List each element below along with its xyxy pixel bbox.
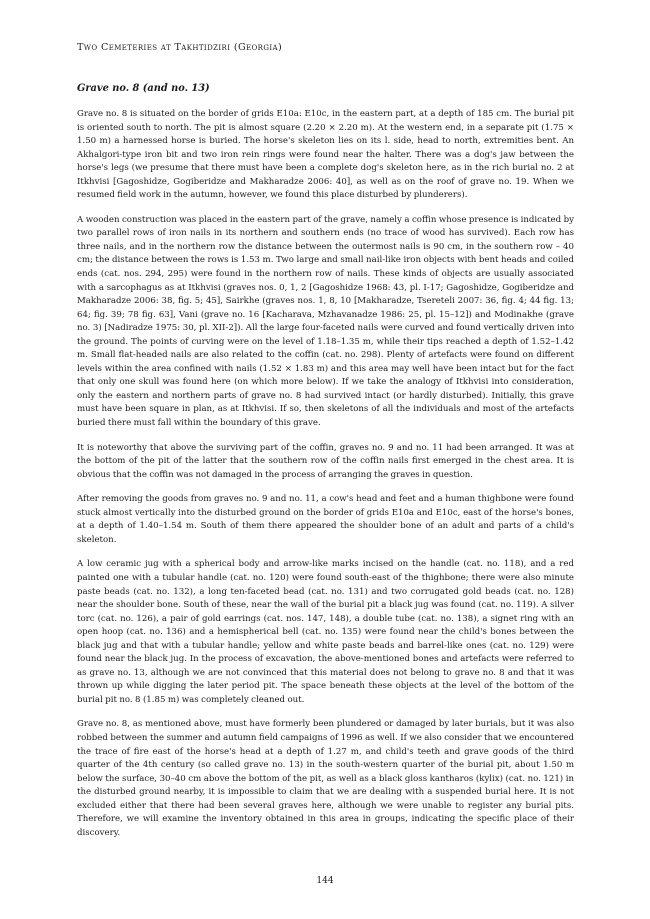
paragraph-4: After removing the goods from graves no. 9 and no. 11, a cow's head and feet and a human thighbone were found stuck almost vertically into the disturbed ground on the border of grids E10a and E10c, east of the horse's bones, at a depth of 1.40–1.54 m. South of them there appeared the shoulder bone of an adult and parts of a child's skeleton.	[77, 494, 574, 545]
paragraph-3: It is noteworthy that above the surviving part of the coffin, graves no. 9 and no. 11 had been arranged. It was at the bottom of the pit of the latter that the southern row of the coffin nails first emerged in the chest area. It is obvious that the coffin was not damaged in the process of arranging the graves in question.	[77, 442, 574, 480]
paragraph-5: A low ceramic jug with a spherical body and arrow-like marks incised on the handle (cat. no. 118), and a red painted one with a tubular handle (cat. no. 120) were found south-east of the thighbone; there were also minute paste beads (cat. no. 132), a long ten-faceted bead (cat. no. 131) and two corrugated gold beads (cat. no. 128) near the shoulder bone. South of these, near the wall of the burial pit a black jug was found (cat. no. 119). A silver torc (cat. no. 126), a pair of gold earrings (cat. nos. 147, 148), a double tube (cat. no. 138), a signet ring with an open hoop (cat. no. 136) and a hemispherical bell (cat. no. 135) were found near the child's bones between the black jug and that with a tubular handle; yellow and white paste beads and barrel-like ones (cat. no. 129) were found near the black jug. In the process of excavation, the above-mentioned bones and artefacts were referred to as grave no. 13, although we are not convinced that this material does not belong to grave no. 8 and that it was thrown up while digging the later period pit. The space beneath these objects at the level of the bottom of the burial pit no. 8 (1.85 m) was completely cleaned out.	[77, 559, 574, 705]
section-title: Grave no. 8 (and no. 13)	[77, 83, 210, 94]
page-number: 144	[316, 876, 334, 886]
paragraph-6: Grave no. 8, as mentioned above, must have formerly been plundered or damaged by later burials, but it was also robbed between the summer and autumn field campaigns of 1996 as well. If we also consider that we encountered the trace of fire east of the horse's head at a depth of 1.27 m, and child's teeth and grave goods of the third quarter of the 4th century (so called grave no. 13) in the south-western quarter of the burial pit, about 1.50 m below the surface, 30–40 cm above the bottom of the pit, as well as a black gloss kantharos (kylix) (cat. no. 121) in the disturbed ground nearby, it is impossible to claim that we are dealing with a suspended burial here. It is not excluded either that there had been several graves here, although we were unable to register any burial pits. Therefore, we will examine the inventory obtained in this area in groups, indicating the specific place of their discovery.	[77, 719, 574, 838]
running-head: Two Cemeteries at Takhtidziri (Georgia)	[77, 42, 283, 53]
paragraph-2: A wooden construction was placed in the eastern part of the grave, namely a coffin whose presence is indicated by two parallel rows of iron nails in its northern and southern ends (no trace of wood has survived). Each row has three nails, and in the northern row the distance between the outermost nails is 90 cm, in the southern row – 40 cm; the distance between the rows is 1.53 m. Two large and small nail-like iron objects with bent heads and coiled ends (cat. nos. 294, 295) were found in the northern row of nails. These kinds of objects are usually associated with a sarcophagus as at Itkhvisi (graves nos. 0, 1, 2 [Gagoshidze 1968: 43, pl. I-17; Gagoshidze, Gogiberidze and Makharadze 2006: 38, fig. 5; 45], Sairkhe (graves nos. 1, 8, 10 [Makharadze, Tsereteli 2007: 36, fig. 4; 44 fig. 13; 64; fig. 39; 78 fig. 63], Vani (grave no. 16 [Kacharava, Mzhavanadze 1986: 25, pl. 15–12]) and Modinakhe (grave no. 3) [Nadiradze 1975: 30, pl. XII-2]). All the large four-faceted nails were curved and found vertically driven into the ground. The points of curving were on the level of 1.18–1.35 m, while their tips reached a depth of 1.52–1.42 m. Small flat-headed nails are also related to the coffin (cat. no. 298). Plenty of artefacts were found on different levels within the area confined with nails (1.52 × 1.83 m) and this area may well have been intact but for the fact that only one skull was found here (on which more below). If we take the analogy of Itkhvisi into consideration, only the eastern and northern parts of grave no. 8 had survived intact (or hardly disturbed). Initially, this grave must have been square in plan, as at Itkhvisi. If so, then skeletons of all the individuals and most of the artefacts buried there must fall within the boundary of this grave.	[77, 214, 574, 429]
paragraph-1: Grave no. 8 is situated on the border of grids E10a: E10c, in the eastern part, at a depth of 185 cm. The burial pit is oriented south to north. The pit is almost square (2.20 × 2.20 m). At the western end, in a separate pit (1.75 × 1.50 m) a harnessed horse is buried. The horse's skeleton lies on its l. side, head to north, extremities bent. An Akhalgori-type iron bit and two iron rein rings were found near the halter. There was a dog's jaw between the horse's legs (we presume that there must have been a complete dog's skeleton here, as in the rich burial no. 2 at Itkhvisi [Gagoshidze, Gogiberidze and Makharadze 2006: 40], as well as on the roof of grave no. 19. When we resumed field work in the autumn, however, we found this place disturbed by plunderers).	[77, 109, 574, 201]
body-text	[77, 108, 574, 851]
